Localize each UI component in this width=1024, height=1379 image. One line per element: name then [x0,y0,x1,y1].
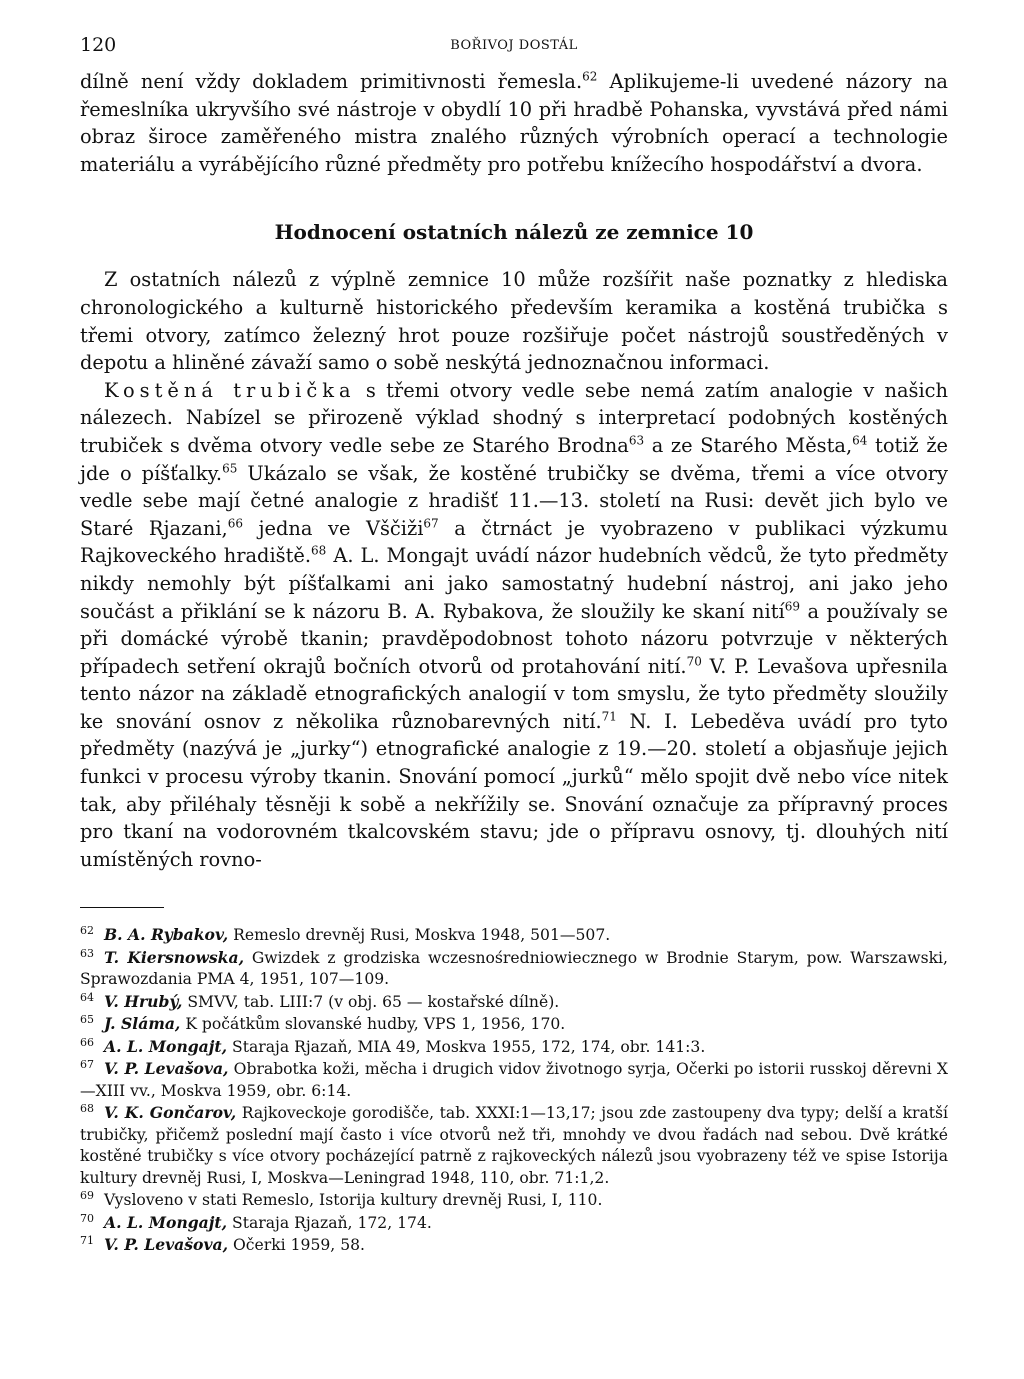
footnote-author: J. Sláma, [104,1014,181,1034]
footnote-text: K počátkům slovanské hudby, VPS 1, 1956, 170. [180,1015,566,1034]
footnote-ref-67[interactable]: 67 [423,516,439,531]
footnote-author: A. L. Mongajt, [104,1036,228,1056]
paragraph-text: a ze Starého Města, [644,433,853,457]
intro-text-2: Aplikujeme-li uvedené názory na řemeslníka ukryvšího své nástroje v obydlí 10 při hradbě Pohanska, vyvstává před námi obraz široce zaměřeného mistra znalého různých výrobních operací a technologie materiálu a vyrábějícího různé předměty pro potřebu knížecího hospodářství a dvora. [80,70,948,176]
intro-paragraph [80,68,948,178]
footnote-ref-64[interactable]: 64 [852,433,868,448]
footnote-text: Obrabotka koži, měcha i drugich vidov životnogo syrja, Očerki po istorii russkoj děrevni X—XIII vv., Moskva 1959, obr. 6:14. [80,1060,949,1100]
section-heading: Hodnocení ostatních nálezů ze zemnice 10 [274,220,754,245]
page [80,28,948,1257]
page-header [80,28,948,68]
footnote-ref-71[interactable]: 71 [601,709,617,724]
footnote: 67 V. P. Levašova, Obrabotka koži, měcha i drugich vidov životnogo syrja, Očerki po istorii russkoj děrevni X—XIII vv., Moskva 1959, obr. 6:14. [80,1058,949,1100]
footnote: 62 B. A. Rybakov, Remeslo drevněj Rusi, Moskva 1948, 501—507. [80,924,611,945]
footnote-author: V. Hrubý, [104,991,183,1011]
footnote-text: Staraja Rjazaň, MIA 49, Moskva 1955, 172, 174, obr. 141:3. [227,1037,706,1056]
paragraph-text: A. L. Mongajt uvádí názor hudebních vědců, že tyto předměty nikdy nemohly být píšťalkami ani jako samostatný hudební nástroj, ani jako jeho součást a přiklání se k názoru B. A. Rybakova, že sloužily ke skaní nití [80,544,948,623]
footnote-text: Staraja Rjazaň, 172, 174. [227,1213,432,1232]
section-paragraph-1: Z ostatních nálezů z výplně zemnice 10 může rozšířit naše poznatky z hlediska chronologického a kulturně historického především keramika a kostěná trubička s třemi otvory, zatímco železný hrot pouze rozšiřuje počet nástrojů soustředěných v depotu a hliněné závaží samo o sobě neskýtá jednoznačnou informaci. [80,268,948,375]
footnote: 66 A. L. Mongajt, Staraja Rjazaň, MIA 49, Moskva 1955, 172, 174, obr. 141:3. [80,1035,706,1056]
paragraph-text: N. I. Lebeděva uvádí pro tyto předměty (nazývá je „jurky“) etnografické analogie z 19.—20. století a objasňuje jejich funkci v procesu výroby tkanin. Snování pomocí „jurků“ mělo spojit dvě nebo více nitek tak, aby přiléhaly těsněji k sobě a nekřížily se. Snování označuje za přípravný proces pro tkaní na vodorovném tkalcovském stavu; jde o přípravu osnovy, tj. dlouhých nití umístěných rovno- [80,709,948,871]
footnote-ref-68[interactable]: 68 [311,543,327,558]
footnote-ref-70[interactable]: 70 [686,654,702,669]
footnote: 64 V. Hrubý, SMVV, tab. LIII:7 (v obj. 65 — kostařské dílně). [80,990,560,1011]
footnote-text: Vysloveno v stati Remeslo, Istorija kultury drevněj Rusi, I, 110. [104,1191,603,1210]
paragraph-text: totiž že jde o píšťalky. [80,433,949,485]
footnote-ref-69[interactable]: 69 [784,599,801,614]
footnote-author: V. K. Gončarov, [104,1103,237,1123]
paragraph-text: a používaly se při domácké výrobě tkanin; pravděpodobnost tohoto názoru potvrzuje v některých případech setření okrajů bočních otvorů od protahování nití. [80,599,948,678]
footnote-text: Očerki 1959, 58. [228,1236,366,1255]
footnote-text: Remeslo drevněj Rusi, Moskva 1948, 501—507. [228,926,611,945]
footnote-ref-65[interactable]: 65 [222,461,238,476]
footnotes [80,924,948,1257]
spaced-term: Kostěná trubička [104,378,356,402]
footnote: 71 V. P. Levašova, Očerki 1959, 58. [80,1234,366,1255]
paragraph-text: Ukázalo se však, že kostěné trubičky se dvěma, třemi a více otvory vedle sebe mají četné analogie z hradišť 11.—13. století na Rusi: devět jich bylo ve Staré Rjazani, [80,461,948,540]
page-number: 120 [80,34,117,56]
footnote-divider [80,907,164,908]
intro-text-1: dílně není vždy dokladem primitivnosti řemesla. [80,70,583,93]
paragraph-text: s třemi otvory vedle sebe nemá zatím analogie v našich nálezech. Nabízel se přirozeně výklad shodný s interpretací podobných kostěných trubiček s dvěma otvory vedle sebe ze Starého Brodna [80,378,949,457]
footnote-author: B. A. Rybakov, [104,925,229,945]
footnote: 70 A. L. Mongajt, Staraja Rjazaň, 172, 174. [80,1211,432,1232]
footnote-author: V. P. Levašova, [104,1059,229,1079]
section-paragraph-2 [80,377,948,874]
paragraph-text: a čtrnáct je vyobrazeno v publikaci výzkumu Rajkoveckého hradiště. [80,516,948,568]
footnote-author: V. P. Levašova, [104,1235,229,1255]
footnote-author: A. L. Mongajt, [104,1212,228,1232]
footnote: 63 T. Kiersnowska, Gwizdek z grodziska wczesnośredniowiecznego w Brodnie Starym, pow. Warszawski, Sprawozdania PMA 4, 1951, 107—109. [80,946,948,989]
paragraph-text: V. P. Levašova upřesnila tento názor na základě etnografických analogií v tom smyslu, že tyto předměty sloužily ke snování osnov z několika různobarevných nití. [80,654,948,733]
footnote-text: SMVV, tab. LIII:7 (v obj. 65 — kostařské dílně). [182,992,560,1011]
footnote-author: T. Kiersnowska, [104,947,244,967]
footnote-ref-63[interactable]: 63 [628,433,645,448]
footnote-ref-66[interactable]: 66 [227,516,243,531]
footnote: 65 J. Sláma, K počátkům slovanské hudby, VPS 1, 1956, 170. [80,1013,566,1034]
footnote: 68 V. K. Gončarov, Rajkoveckoje gorodišče, tab. XXXI:1—13,17; jsou zde zastoupeny dva typy; delší a kratší trubičky, přičemž poslední mají často i více otvorů než tři, mnohdy ve dvou řadách nad sebou. Dvě krátké kostěné trubičky s více otvory pocházející patrně z rajkoveckých nálezů jsou vyobrazeny též ve spise Istorija kultury drevněj Rusi, I, Moskva—Leningrad 1948, 110, obr. 71:1,2. [80,1102,948,1187]
footnote-text: Gwizdek z grodziska wczesnośredniowiecznego w Brodnie Starym, pow. Warszawski, Sprawozdania PMA 4, 1951, 107—109. [80,948,948,989]
footnote: 69 Vysloveno v stati Remeslo, Istorija kultury drevněj Rusi, I, 110. [80,1189,603,1210]
footnote-text: Rajkoveckoje gorodišče, tab. XXXI:1—13,17; jsou zde zastoupeny dva typy; delší a kratší trubičky, přičemž poslední mají často i více otvorů než tři, mnohdy ve dvou řadách nad sebou. Dvě krátké kostěné trubičky s více otvory pocházející patrně z rajkoveckých nálezů jsou vyobrazeny též ve spise Istorija kultury drevněj Rusi, I, Moskva—Leningrad 1948, 110, obr. 71:1,2. [80,1104,948,1187]
footnote-ref-62[interactable]: 62 [582,69,598,84]
running-head: BOŘIVOJ DOSTÁL [450,38,578,53]
paragraph-text: jedna ve Vščiži [243,516,424,540]
